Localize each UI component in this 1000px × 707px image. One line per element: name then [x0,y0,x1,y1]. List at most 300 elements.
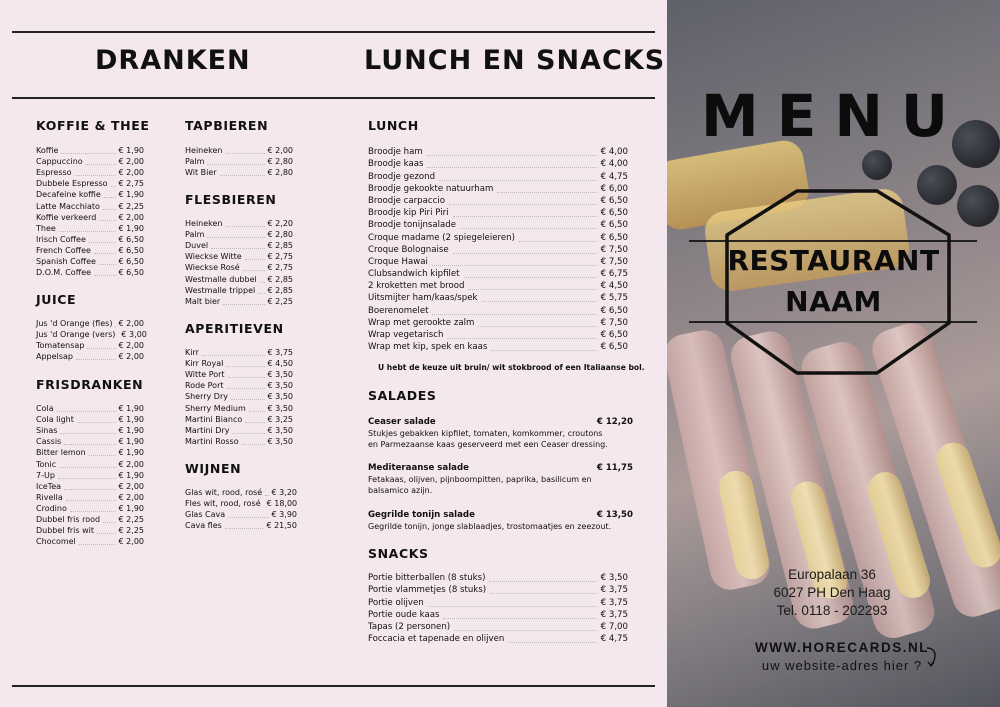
item-price: € 7,50 [600,244,628,255]
menu-title: MENU [701,82,966,150]
header-divider [12,97,655,99]
item-name: Croque Hawai [368,256,428,267]
menu-item [36,178,144,189]
item-price: € 2,80 [267,230,293,240]
item-price: € 4,50 [267,359,293,369]
item-price: € 6,50 [600,220,628,231]
item-name: Croque madame (2 spiegeleieren) [368,232,515,243]
dot-leader [111,186,116,187]
menu-item [368,633,628,645]
item-name: Espresso [36,168,72,178]
item-price: € 3,50 [267,370,293,380]
menu-item [185,369,293,380]
dot-leader [490,593,597,594]
menu-item [368,572,628,584]
item-name: French Coffee [36,245,91,255]
item-name: Wit Bier [185,168,217,178]
dot-leader [232,433,264,434]
item-name: Boerenomelet [368,305,429,316]
item-price: € 2,00 [118,492,144,502]
dot-leader [89,242,116,243]
item-name: Malt bier [185,296,221,306]
item-price: € 3,50 [267,403,293,413]
menu-item [368,292,628,304]
item-price: € 1,90 [118,415,144,425]
dot-leader [243,270,265,271]
item-name: Broodje gekookte natuurham [368,183,494,194]
item-name: Portie bitterballen (8 stuks) [368,573,486,584]
item-price: € 2,75 [267,252,293,262]
dot-leader [64,444,115,445]
menu-item [36,503,144,514]
menu-item [185,156,293,167]
salad-desc: balsamico azijn. [368,486,433,495]
item-price: € 3,75 [600,609,628,620]
dot-leader [427,167,596,168]
dot-leader [79,544,116,545]
dot-leader [220,175,265,176]
menu-item [185,240,293,251]
salad-item [368,462,633,496]
wijnen-list [185,487,297,531]
item-name: Sherry Medium [185,403,246,413]
menu-item [36,223,144,234]
menu-item [185,425,293,436]
menu-item [185,380,293,391]
phone-number: Tel. 0118 - 202293 [776,603,888,618]
dot-leader [87,348,115,349]
dot-leader [59,467,115,468]
menu-item [36,481,144,492]
juice-heading: JUICE [36,292,77,307]
dot-leader [449,204,597,205]
address-street: Europalaan 36 [788,567,876,582]
item-price: € 3,75 [600,597,628,608]
item-name: Palm [185,230,205,240]
dot-leader [66,500,116,501]
item-price: € 6,50 [600,342,628,353]
item-price: € 3,50 [267,392,293,402]
salad-price: € 11,75 [596,463,633,473]
item-name: Tapas (2 personen) [368,621,451,632]
menu-item [368,609,628,621]
item-price: € 3,20 [271,488,297,498]
item-price: € 2,00 [118,212,144,222]
dranken-title: DRANKEN [95,45,251,76]
item-price: € 3,25 [267,414,293,424]
item-name: Broodje tonijnsalade [368,220,457,231]
item-price: € 2,85 [267,241,293,251]
menu-item [368,183,628,195]
menu-item [36,436,144,447]
salad-desc: Stukjes gebakken kipfilet, tomaten, komkommer, croutons [368,429,603,438]
menu-item [36,200,144,211]
item-price: € 1,90 [118,426,144,436]
item-price: € 6,50 [600,195,628,206]
item-price: € 3,50 [267,425,293,435]
item-name: IceTea [36,481,62,491]
menu-item [368,207,628,219]
item-price: € 4,00 [600,147,628,158]
item-name: Heineken [185,146,223,156]
item-price: € 6,50 [118,245,144,255]
item-price: € 18,00 [266,499,298,509]
item-price: € 2,75 [267,263,293,273]
lunch-list [368,146,628,353]
dot-leader [447,338,596,339]
dot-leader [508,642,596,643]
menu-item [368,621,628,633]
dot-leader [427,155,597,156]
dot-leader [519,241,597,242]
item-name: Heineken [185,219,223,229]
dot-leader [59,231,116,232]
dot-leader [76,359,116,360]
salad-desc: Gegrilde tonijn, jonge slablaadjes, trostomaatjes en zeezout. [368,522,612,531]
item-price: € 2,00 [267,146,293,156]
item-price: € 2,25 [118,201,144,211]
tapbieren-list [185,145,293,178]
menu-item [36,145,144,156]
menu-item [368,304,628,316]
item-price: € 2,25 [267,296,293,306]
menu-item [368,584,628,596]
item-price: € 2,00 [118,459,144,469]
dot-leader [245,422,264,423]
item-price: € 6,75 [600,269,628,280]
item-price: € 2,00 [118,481,144,491]
dot-leader [432,314,596,315]
dot-leader [97,533,116,534]
menu-item [185,498,297,509]
menu-item [368,244,628,256]
item-price: € 1,90 [118,146,144,156]
menu-item [36,447,144,458]
item-name: Cassis [36,437,62,447]
item-name: Rivella [36,492,63,502]
dot-leader [258,293,264,294]
dot-leader [227,388,265,389]
menu-item [185,273,293,284]
aperitieven-list [185,347,293,447]
menu-item [36,536,144,547]
item-name: Crodino [36,503,67,513]
dot-leader [245,259,265,260]
dot-leader [223,304,264,305]
item-price: € 7,00 [600,621,628,632]
item-price: € 1,90 [118,437,144,447]
item-name: Kirr Royal [185,359,224,369]
menu-item [36,329,147,340]
dot-leader [453,216,597,217]
item-price: € 5,75 [600,293,628,304]
item-price: € 2,00 [118,352,144,362]
menu-item [368,268,628,280]
lunch-heading: LUNCH [368,118,419,133]
koffie-heading: KOFFIE & THEE [36,118,150,133]
item-name: Croque Bolognaise [368,244,449,255]
menu-item [36,458,144,469]
item-price: € 3,75 [267,348,293,358]
dot-leader [428,606,597,607]
lunch-note: U hebt de keuze uit bruin/ wit stokbrood of een Italiaanse bol. [378,363,645,372]
item-name: Tonic [36,459,57,469]
dot-leader [207,164,264,165]
item-name: D.O.M. Coffee [36,268,92,278]
item-name: Dubbel fris rood [36,515,101,525]
koffie-list [36,145,144,278]
salades-heading: SALADES [368,388,437,403]
dot-leader [103,522,115,523]
menu-item [185,285,293,296]
dot-leader [211,248,264,249]
item-name: Broodje kaas [368,159,424,170]
item-price: € 4,75 [600,171,628,182]
item-price: € 2,25 [118,515,144,525]
item-name: Witte Port [185,370,225,380]
menu-item [36,425,144,436]
menu-item [185,391,293,402]
menu-item [185,436,293,447]
menu-item [36,212,144,223]
item-name: Portie olijven [368,597,424,608]
item-name: Wieckse Witte [185,252,242,262]
menu-item [185,262,293,273]
item-name: Wrap vegetarisch [368,330,444,340]
salad-price: € 13,50 [596,510,633,520]
item-price: € 3,75 [600,585,628,596]
dot-leader [468,289,596,290]
dot-leader [443,618,596,619]
address-city: 6027 PH Den Haag [773,585,891,600]
dot-leader [497,192,596,193]
dot-leader [460,228,597,229]
item-name: Sinas [36,426,58,436]
menu-item [368,219,628,231]
item-price: € 21,50 [266,521,297,531]
item-name: Dubbele Espresso [36,179,108,189]
dot-leader [202,355,265,356]
item-price: € 2,85 [267,274,293,284]
item-name: Cola light [36,415,74,425]
salad-name: Mediteraanse salade [368,463,469,473]
item-price: € 2,85 [267,285,293,295]
aperitieven-heading: APERITIEVEN [185,321,284,336]
item-price: € 1,90 [118,404,144,414]
flesbieren-heading: FLESBIEREN [185,192,277,207]
item-name: Westmalle trippel [185,285,256,295]
top-divider [12,31,655,33]
menu-item [368,341,628,353]
dot-leader [242,444,265,445]
dot-leader [231,399,265,400]
dot-leader [226,226,265,227]
dot-leader [89,455,116,456]
item-name: Irisch Coffee [36,234,86,244]
menu-item [368,195,628,207]
item-name: Fles wit, rood, rosé [185,499,261,509]
menu-item [185,509,297,520]
item-price: € 1,90 [118,223,144,233]
salad-price: € 12,20 [596,417,633,427]
website-hint: uw website-adres hier ? [761,658,923,673]
menu-cover [667,0,1000,707]
item-name: Dubbel fris wit [36,526,95,536]
menu-item [36,234,144,245]
dot-leader [464,277,597,278]
item-name: Palm [185,157,205,167]
item-price: € 4,00 [600,159,628,170]
item-price: € 2,20 [267,219,293,229]
item-price: € 3,50 [267,436,293,446]
dot-leader [64,489,116,490]
item-name: Wrap met kip, spek en kaas [368,342,488,353]
item-name: Glas Cava [185,510,226,520]
dot-leader [75,175,116,176]
item-name: Duvel [185,241,209,251]
menu-item [368,329,628,341]
item-name: Cappuccino [36,157,83,167]
item-price: € 2,00 [118,341,144,351]
website-link[interactable]: WWW.HORECARDS.NL [755,640,929,655]
item-name: Jus 'd Orange (vers) [36,330,116,340]
menu-item [368,256,628,268]
item-name: Rode Port [185,381,224,391]
wijnen-heading: WIJNEN [185,461,242,476]
item-name: Koffie verkeerd [36,212,97,222]
dot-leader [103,209,116,210]
dot-leader [60,433,115,434]
item-name: Clubsandwich kipfilet [368,269,460,280]
dot-leader [61,153,115,154]
address-block [757,566,907,620]
menu-item [36,492,144,503]
menu-item [368,170,628,182]
item-name: Portie vlammetjes (8 stuks) [368,585,487,596]
item-price: € 2,75 [118,179,144,189]
menu-item [36,156,144,167]
item-price: € 1,90 [118,503,144,513]
menu-item [368,158,628,170]
dot-leader [104,197,116,198]
salad-item [368,416,633,450]
dot-leader [94,253,116,254]
menu-item [368,280,628,292]
item-name: Uitsmijter ham/kaas/spek [368,293,478,304]
item-price: € 3,90 [271,510,297,520]
menu-item [368,596,628,608]
restaurant-label: RESTAURANT [727,244,940,277]
dot-leader [70,511,116,512]
item-price: € 1,90 [118,448,144,458]
dot-leader [94,275,116,276]
item-name: Martini Dry [185,425,230,435]
menu-item [185,145,293,156]
menu-item [185,296,293,307]
menu-item [185,520,297,531]
item-name: Tomatensap [36,341,85,351]
salad-desc: en Parmezaanse kaas geserveerd met een Ceaser dressing. [368,440,608,449]
item-name: Sherry Dry [185,392,228,402]
item-name: Glas wit, rood, rosé [185,488,263,498]
item-name: Martini Rosso [185,436,239,446]
dot-leader [228,517,268,518]
item-price: € 6,50 [118,234,144,244]
frisdranken-heading: FRISDRANKEN [36,377,144,392]
dot-leader [228,377,265,378]
item-name: Latte Macchiato [36,201,100,211]
item-name: Wieckse Rosé [185,263,240,273]
item-name: Martini Bianco [185,414,243,424]
dot-leader [226,366,264,367]
menu-item [185,167,293,178]
item-price: € 2,25 [118,526,144,536]
tapbieren-heading: TAPBIEREN [185,118,269,133]
item-name: Broodje carpaccio [368,195,445,206]
item-name: Koffie [36,146,59,156]
item-price: € 3,50 [267,381,293,391]
item-name: Chocomel [36,537,76,547]
item-name: Kirr [185,348,199,358]
dot-leader [249,411,265,412]
item-price: € 4,50 [600,281,628,292]
dot-leader [99,220,115,221]
item-name: Cola [36,404,54,414]
menu-item [36,340,144,351]
menu-item [36,318,144,329]
dot-leader [99,264,116,265]
item-name: Portie oude kaas [368,609,440,620]
juice-list [36,318,147,362]
frisdranken-list [36,403,144,547]
item-price: € 2,00 [118,537,144,547]
item-price: € 1,90 [118,190,144,200]
item-price: € 6,00 [600,183,628,194]
item-price: € 6,50 [600,232,628,243]
menu-item [185,251,293,262]
salad-name: Gegrilde tonijn salade [368,510,475,520]
item-name: Jus 'd Orange (fles) [36,319,113,329]
menu-item [36,267,144,278]
dot-leader [77,422,116,423]
item-price: € 7,50 [600,256,628,267]
dot-leader [453,253,597,254]
menu-item [36,245,144,256]
item-price: € 2,00 [118,157,144,167]
menu-item [368,317,628,329]
menu-item [185,347,293,358]
dot-leader [482,301,597,302]
menu-item [36,514,144,525]
menu-item [36,167,144,178]
snacks-list [368,572,628,645]
dot-leader [454,630,597,631]
dot-leader [478,326,596,327]
snacks-heading: SNACKS [368,546,429,561]
item-price: € 1,90 [118,470,144,480]
dot-leader [58,478,116,479]
menu-item [36,256,144,267]
item-name: Broodje kip Piri Piri [368,208,449,219]
item-price: € 6,50 [600,208,628,219]
menu-item [36,470,144,481]
naam-label: NAAM [785,285,882,318]
menu-item [185,402,293,413]
item-name: Decafeine koffie [36,190,101,200]
item-name: Broodje ham [368,147,423,158]
item-name: Westmalle dubbel [185,274,257,284]
dot-leader [57,411,116,412]
